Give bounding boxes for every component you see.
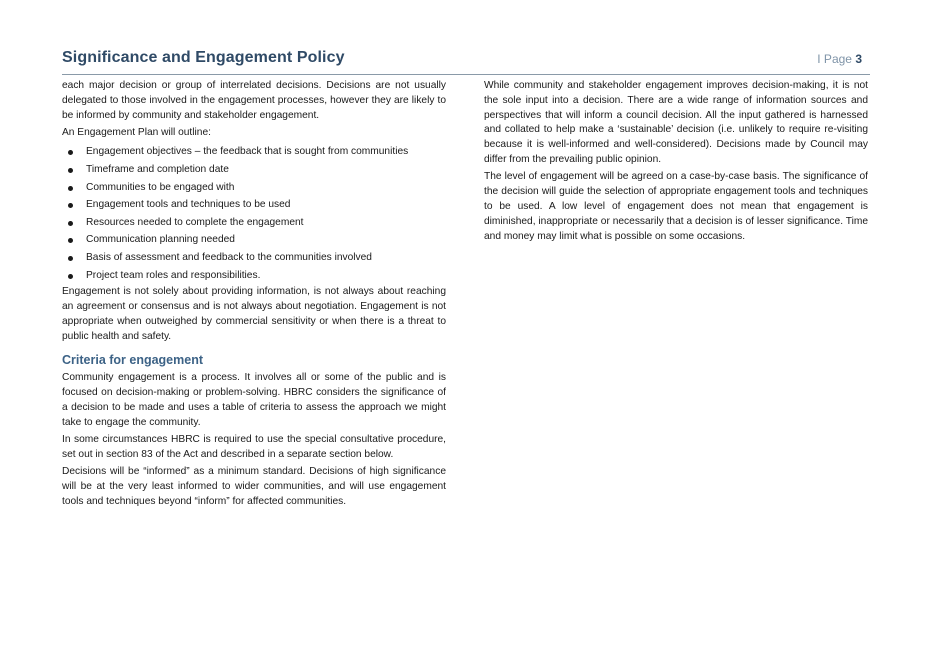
engagement-definition-paragraph: Engagement is not solely about providing information, is not always about reaching an agreement or consensus and is not always about negotiation. Engagement is not appropriate when outweighed by commercial sensitivity or when there is a threat to public health and safety. [62, 286, 446, 342]
list-item: Resources needed to complete the engagement [62, 214, 446, 232]
page-number: 3 [855, 52, 862, 66]
engagement-level-paragraph: The level of engagement will be agreed on a case-by-case basis. The significance of the decision will guide the selection of appropriate engagement tools and techniques to be used. A low level of engagement does not mean that engagement is diminished, inappropriate or necessarily that a decision is of lesser significance. Time and money may limit what is possible on some occasions. [484, 171, 868, 242]
bullet-icon [68, 256, 73, 261]
left-column [62, 79, 446, 512]
bullet-icon [68, 168, 73, 173]
page-indicator [817, 52, 862, 66]
informed-standard-paragraph: Decisions will be “informed” as a minimum standard. Decisions of high significance will be at the very least informed to wider communities, and will use engagement tools and techniques beyond “inform” for affected communities. [62, 466, 446, 507]
intro-paragraph: each major decision or group of interrelated decisions. Decisions are not usually delegated to those involved in the engagement processes, however they are likely to be informed by community and stakeholder engagement. [62, 80, 446, 121]
engagement-plan-list [62, 143, 446, 284]
right-column [484, 79, 868, 247]
list-item: Communities to be engaged with [62, 179, 446, 197]
list-item: Timeframe and completion date [62, 161, 446, 179]
bullet-icon [68, 186, 73, 191]
bullet-icon [68, 221, 73, 226]
list-item: Basis of assessment and feedback to the communities involved [62, 249, 446, 267]
list-item: Engagement objectives – the feedback that is sought from communities [62, 143, 446, 161]
page-label: I Page [817, 52, 852, 66]
document-title: Significance and Engagement Policy [62, 49, 345, 66]
bullet-icon [68, 274, 73, 279]
page-header [62, 47, 870, 75]
bullet-icon [68, 238, 73, 243]
bullet-icon [68, 203, 73, 208]
engagement-plan-lead: An Engagement Plan will outline: [62, 126, 211, 138]
list-item: Project team roles and responsibilities. [62, 267, 446, 285]
list-item: Engagement tools and techniques to be used [62, 196, 446, 214]
list-item: Communication planning needed [62, 231, 446, 249]
special-procedure-paragraph: In some circumstances HBRC is required to use the special consultative procedure, set out in section 83 of the Act and described in a separate section below. [62, 434, 446, 460]
criteria-paragraph: Community engagement is a process. It involves all or some of the public and is focused on decision-making or problem-solving. HBRC considers the significance of a decision to be made and uses a table of criteria to assess the approach we might take to engage the community. [62, 372, 446, 428]
decision-input-paragraph: While community and stakeholder engagement improves decision-making, it is not the sole input into a decision. There are a wide range of information sources and perspectives that will inform a council decision. All the input gathered is harnessed and collated to help make a ‘sustainable’ decision (i.e. unlikely to require re-visiting because it is well-informed and well-considered). Decisions made by Council may differ from the prevailing public opinion. [484, 80, 868, 165]
section-heading-criteria: Criteria for engagement [62, 353, 204, 368]
bullet-icon [68, 150, 73, 155]
